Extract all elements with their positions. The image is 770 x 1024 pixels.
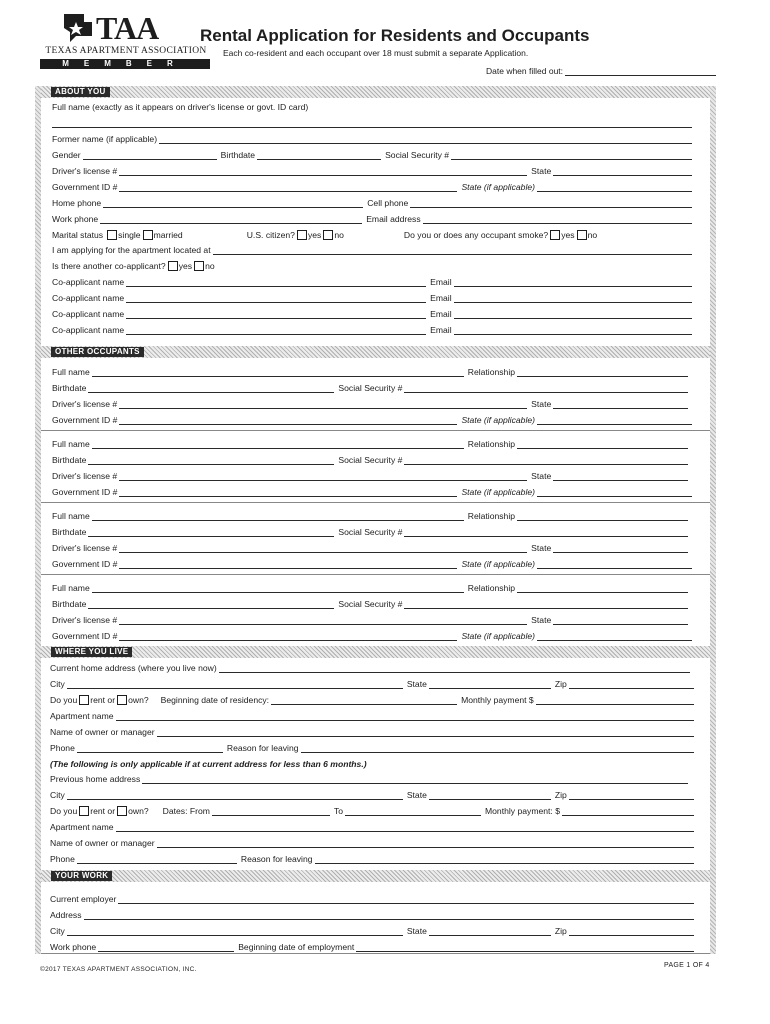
ssn-input[interactable] xyxy=(451,150,692,160)
former-name-field[interactable]: Former name (if applicable) xyxy=(52,132,696,144)
employer-city-state-zip-row: City State Zip xyxy=(50,924,698,936)
gender-birthdate-ssn-row xyxy=(52,148,696,160)
prev-state-input[interactable] xyxy=(429,790,551,800)
your-work-heading: YOUR WORK xyxy=(51,871,112,881)
previous-address-field[interactable]: Previous home address xyxy=(50,772,692,784)
phone-reason-row: Phone Reason for leaving xyxy=(50,741,698,753)
city-input[interactable] xyxy=(67,679,403,689)
cell-phone-input[interactable] xyxy=(410,198,692,208)
occupant-relationship-input[interactable] xyxy=(517,583,688,593)
prev-apartment-name-field[interactable]: Apartment name xyxy=(50,820,698,832)
home-phone-input[interactable] xyxy=(103,198,363,208)
where-you-live-header xyxy=(41,646,710,658)
apartment-name-field[interactable]: Apartment name xyxy=(50,709,698,721)
gov-id-row: Government ID # State (if applicable) xyxy=(52,180,696,192)
frame-border-left xyxy=(35,86,41,954)
smoke-no-checkbox[interactable] xyxy=(577,230,587,240)
occupant-gov-id-row: Government ID # State (if applicable) xyxy=(52,413,696,425)
zip-input[interactable] xyxy=(569,679,694,689)
single-checkbox[interactable] xyxy=(107,230,117,240)
current-address-field[interactable]: Current home address (where you live now) xyxy=(50,661,694,673)
dl-state-input[interactable] xyxy=(553,166,692,176)
frame-border-right xyxy=(710,86,716,954)
occupant-ssn-input[interactable] xyxy=(404,527,688,537)
other-occupants-header xyxy=(41,346,710,358)
work-phone-email-row: Work phone Email address xyxy=(52,212,696,224)
svg-text:TAA: TAA xyxy=(96,10,159,44)
prev-date-from-input[interactable] xyxy=(212,806,330,816)
work-phone-input[interactable] xyxy=(100,214,362,224)
where-you-live-heading: WHERE YOU LIVE xyxy=(51,647,132,657)
occupant-name-input[interactable] xyxy=(92,583,464,593)
occupant-birthdate-ssn-row: Birthdate Social Security # xyxy=(52,453,692,465)
copyright: ©2017 TEXAS APARTMENT ASSOCIATION, INC. xyxy=(40,966,197,973)
owner-manager-field[interactable]: Name of owner or manager xyxy=(50,725,698,737)
co-applicant-email-input[interactable] xyxy=(454,325,692,335)
prev-zip-input[interactable] xyxy=(569,790,694,800)
state-input[interactable] xyxy=(429,679,551,689)
about-you-heading: ABOUT YOU xyxy=(51,87,110,97)
occupant-name-input[interactable] xyxy=(92,511,464,521)
occupant-dl-row: Driver's license # State xyxy=(52,541,692,553)
co-applicant-row: Co-applicant name Email xyxy=(52,307,696,319)
occupant-gov-id-input[interactable] xyxy=(119,415,457,425)
co-applicant-email-input[interactable] xyxy=(454,293,692,303)
prev-date-to-input[interactable] xyxy=(345,806,481,816)
occupant-relationship-input[interactable] xyxy=(517,439,688,449)
employer-state-input[interactable] xyxy=(429,926,551,936)
page-number: PAGE 1 OF 4 xyxy=(664,962,710,969)
residency-date-input[interactable] xyxy=(271,695,457,705)
occupant-name-row: Full name Relationship xyxy=(52,509,692,521)
occupant-dl-state-input[interactable] xyxy=(553,471,688,481)
occupant-birthdate-input[interactable] xyxy=(88,527,334,537)
full-name-label: Full name (exactly as it appears on driver's license or govt. ID card) xyxy=(52,102,309,112)
occupant-name-row: Full name Relationship xyxy=(52,365,692,377)
date-filled-label: Date when filled out: xyxy=(486,66,564,76)
occupant-birthdate-ssn-row: Birthdate Social Security # xyxy=(52,381,692,393)
prev-own-checkbox[interactable] xyxy=(117,806,127,816)
association-name: TEXAS APARTMENT ASSOCIATION xyxy=(45,46,207,56)
city-state-zip-row: City State Zip xyxy=(50,677,698,689)
occupant-name-row: Full name Relationship xyxy=(52,437,692,449)
occupant-gov-id-state-input[interactable] xyxy=(537,631,692,641)
drivers-license-input[interactable] xyxy=(119,166,527,176)
own-checkbox[interactable] xyxy=(117,695,127,705)
occupant-gov-id-input[interactable] xyxy=(119,487,457,497)
occupant-gov-id-input[interactable] xyxy=(119,631,457,641)
occupant-gov-id-state-input[interactable] xyxy=(537,559,692,569)
birthdate-input[interactable] xyxy=(257,150,381,160)
employer-zip-input[interactable] xyxy=(569,926,694,936)
co-applicant-email-input[interactable] xyxy=(454,277,692,287)
occupant-dl-input[interactable] xyxy=(119,543,527,553)
rent-own-row: Do you rent or own? Beginning date of residency: Monthly payment $ xyxy=(50,693,698,705)
prev-landlord-phone-input[interactable] xyxy=(77,854,237,864)
occupant-dl-state-input[interactable] xyxy=(553,615,688,625)
occupant-gov-id-state-input[interactable] xyxy=(537,415,692,425)
co-applicant-row: Co-applicant name Email xyxy=(52,275,696,287)
co-applicant-no-checkbox[interactable] xyxy=(194,261,204,271)
apartment-location-field[interactable]: I am applying for the apartment located at xyxy=(52,243,696,255)
prev-owner-manager-field[interactable]: Name of owner or manager xyxy=(50,836,698,848)
co-applicant-name-input[interactable] xyxy=(126,293,426,303)
current-employer-field[interactable]: Current employer xyxy=(50,892,698,904)
texas-star-logo-icon xyxy=(62,10,192,44)
prev-city-input[interactable] xyxy=(67,790,403,800)
ssn-label: Social Security # xyxy=(385,150,450,160)
co-applicant-row: Co-applicant name Email xyxy=(52,323,696,335)
about-you-header xyxy=(41,86,710,98)
co-applicant-name-input[interactable] xyxy=(126,325,426,335)
occupant-divider xyxy=(41,574,710,575)
occupant-divider xyxy=(41,430,710,431)
occupant-ssn-input[interactable] xyxy=(404,455,688,465)
occupant-dl-state-input[interactable] xyxy=(553,543,688,553)
drivers-license-row: Driver's license # State xyxy=(52,164,696,176)
occupant-name-input[interactable] xyxy=(92,439,464,449)
occupant-divider xyxy=(41,502,710,503)
gov-id-input[interactable] xyxy=(119,182,457,192)
page-subtitle: Each co-resident and each occupant over 18 must submit a separate Application. xyxy=(223,48,529,58)
occupant-birthdate-ssn-row: Birthdate Social Security # xyxy=(52,597,692,609)
occupant-gov-id-state-input[interactable] xyxy=(537,487,692,497)
reason-leaving-input[interactable] xyxy=(301,743,694,753)
prev-monthly-payment-input[interactable] xyxy=(562,806,694,816)
occupant-dl-row: Driver's license # State xyxy=(52,397,692,409)
occupant-dl-row: Driver's license # State xyxy=(52,613,692,625)
employment-date-input[interactable] xyxy=(356,942,694,952)
co-applicant-question-row: Is there another co-applicant? yes no xyxy=(52,261,215,271)
employer-city-input[interactable] xyxy=(67,926,403,936)
member-badge: MEMBER xyxy=(40,59,210,69)
occupant-dl-row: Driver's license # State xyxy=(52,469,692,481)
occupant-gov-id-row: Government ID # State (if applicable) xyxy=(52,485,696,497)
co-applicant-row: Co-applicant name Email xyxy=(52,291,696,303)
occupant-relationship-input[interactable] xyxy=(517,367,688,377)
occupant-dl-input[interactable] xyxy=(119,615,527,625)
prev-rent-checkbox[interactable] xyxy=(79,806,89,816)
prev-city-state-zip-row: City State Zip xyxy=(50,788,698,800)
occupant-dl-input[interactable] xyxy=(119,471,527,481)
birthdate-label: Birthdate xyxy=(220,150,256,160)
gender-input[interactable] xyxy=(83,150,217,160)
occupant-birthdate-input[interactable] xyxy=(88,455,334,465)
occupant-birthdate-input[interactable] xyxy=(88,599,334,609)
email-input[interactable] xyxy=(423,214,692,224)
prev-rent-own-row: Do you rent or own? Dates: From To Monthly payment: $ xyxy=(50,804,698,816)
home-cell-phone-row: Home phone Cell phone xyxy=(52,196,696,208)
co-applicant-email-input[interactable] xyxy=(454,309,692,319)
marital-citizen-smoke-row: Marital status single married U.S. citizen? yes no Do you or does any occupant smoke? yes no xyxy=(52,230,598,240)
co-applicant-name-input[interactable] xyxy=(126,309,426,319)
occupant-name-input[interactable] xyxy=(92,367,464,377)
page-title: Rental Application for Residents and Occupants xyxy=(200,26,590,45)
monthly-payment-input[interactable] xyxy=(536,695,694,705)
occupant-birthdate-input[interactable] xyxy=(88,383,334,393)
previous-address-note: (The following is only applicable if at current address for less than 6 months.) xyxy=(50,759,367,769)
occupant-gov-id-row: Government ID # State (if applicable) xyxy=(52,557,696,569)
date-filled-field[interactable] xyxy=(486,66,716,76)
co-applicant-yes-checkbox[interactable] xyxy=(168,261,178,271)
your-work-header xyxy=(41,870,710,882)
occupant-gov-id-row: Government ID # State (if applicable) xyxy=(52,629,696,641)
full-name-field[interactable] xyxy=(52,116,696,128)
occupant-birthdate-ssn-row: Birthdate Social Security # xyxy=(52,525,692,537)
rent-checkbox[interactable] xyxy=(79,695,89,705)
occupant-ssn-input[interactable] xyxy=(404,599,688,609)
prev-reason-leaving-input[interactable] xyxy=(315,854,694,864)
occupant-relationship-input[interactable] xyxy=(517,511,688,521)
employer-address-field[interactable]: Address xyxy=(50,908,698,920)
co-applicant-name-input[interactable] xyxy=(126,277,426,287)
gov-id-state-input[interactable] xyxy=(537,182,692,192)
prev-phone-reason-row: Phone Reason for leaving xyxy=(50,852,698,864)
smoke-yes-checkbox[interactable] xyxy=(550,230,560,240)
married-checkbox[interactable] xyxy=(143,230,153,240)
employer-phone-input[interactable] xyxy=(98,942,234,952)
citizen-no-checkbox[interactable] xyxy=(323,230,333,240)
landlord-phone-input[interactable] xyxy=(77,743,223,753)
occupant-dl-input[interactable] xyxy=(119,399,527,409)
other-occupants-heading: OTHER OCCUPANTS xyxy=(51,347,144,357)
occupant-ssn-input[interactable] xyxy=(404,383,688,393)
full-name-row xyxy=(52,100,702,112)
gender-label: Gender xyxy=(52,150,81,160)
taa-logo xyxy=(40,10,212,70)
occupant-dl-state-input[interactable] xyxy=(553,399,688,409)
occupant-name-row: Full name Relationship xyxy=(52,581,692,593)
occupant-gov-id-input[interactable] xyxy=(119,559,457,569)
citizen-yes-checkbox[interactable] xyxy=(297,230,307,240)
work-phone-employment-row: Work phone Beginning date of employment xyxy=(50,940,698,952)
